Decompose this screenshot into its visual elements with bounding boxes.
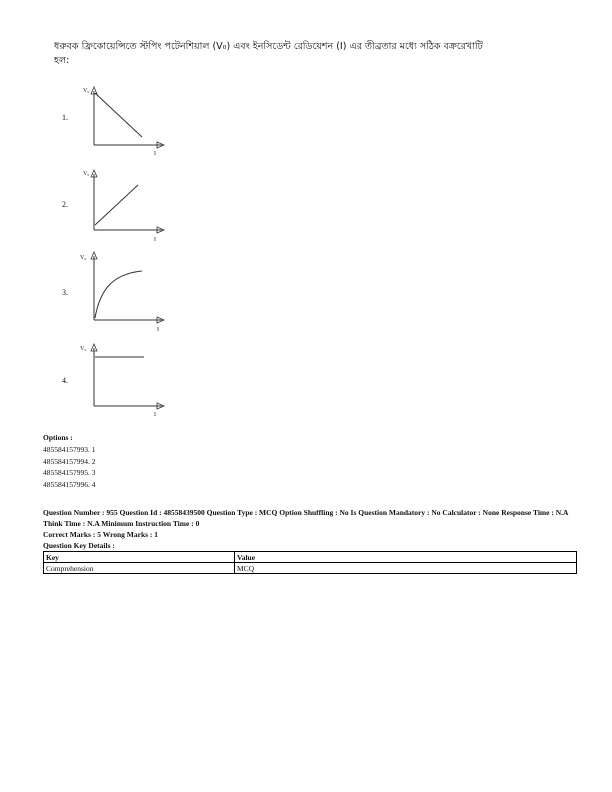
graph-decreasing-line [82,85,182,163]
table-row [44,563,577,574]
x-axis-label: I [154,237,156,243]
option-item: 485584157993. 1 [43,445,96,454]
meta-key-details-title: Question Key Details : [43,541,115,550]
graph-horizontal-line [82,342,182,420]
meta-details: Question Number : 955 Question Id : 48558439500 Question Type : MCQ Option Shuffling : No Is Question Mandatory : No Calculator : None Response Time : N.A Think Time : N.A Minimum Instruction Time : 0 [43,508,569,528]
x-axis-label: I [157,327,159,333]
graph-number: 4. [62,376,68,385]
graph-saturating-curve [82,250,182,338]
graph-number: 3. [62,288,68,297]
graph-option-3 [62,250,182,333]
meta-marks: Correct Marks : 5 Wrong Marks : 1 [43,530,159,539]
table-header-row [44,552,577,563]
y-axis-label: V₀ [83,88,90,94]
options-title: Options : [43,433,73,442]
option-item: 485584157995. 3 [43,468,96,477]
table-header-cell: Key [44,552,235,563]
table-cell: MCQ [235,563,577,574]
option-item: 485584157996. 4 [43,479,96,489]
graph-number: 2. [62,200,68,209]
question-key-table [43,551,577,574]
x-axis-label: I [154,151,156,157]
question-metadata [43,507,573,551]
graph-increasing-line [82,168,182,246]
y-axis-label: V₀ [83,171,90,177]
options-section [43,433,96,490]
x-axis-label: I [154,412,156,418]
table-header-cell: Value [235,552,577,563]
graph-option-2 [62,168,182,248]
graph-option-1 [62,85,182,165]
graph-option-4 [62,342,182,422]
question-text: ধরুবক ফ্রিকোয়েন্সিতে স্টপিং পটেনশিয়াল (V₀) এবং ইনসিডেন্ট রেডিয়েশন (I) এর তীব্রতার মধ্যে সঠিক বক্ররেখাটি হল: [54,41,483,66]
table-cell: Comprehension [44,563,235,574]
y-axis-label: V₀ [80,255,87,261]
graph-number: 1. [62,113,68,122]
y-axis-label: V₀ [80,346,87,352]
option-item: 485584157994. 2 [43,456,96,466]
